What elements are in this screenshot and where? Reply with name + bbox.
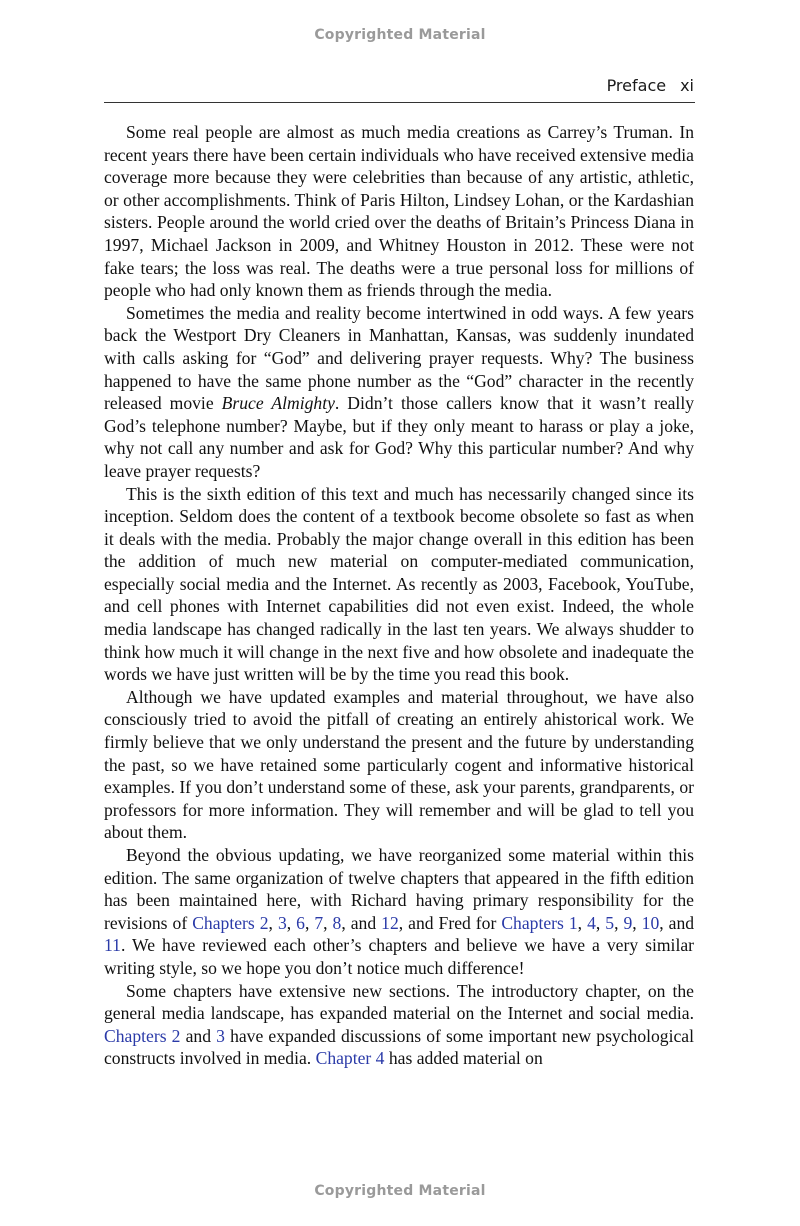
separator: and (180, 1025, 217, 1046)
chapter-link[interactable]: 9 (623, 912, 633, 933)
paragraph: Although we have updated examples and material throughout, we have also consciously tried to avoid the pitfall of creating an entirely ahistorical work. We firmly believe that we only understand the present and the future by understanding the past, so we have retained some particularly cogent and informative historical examples. If you don’t understand some of these, ask your parents, grandparents, or professors for more information. They will remember and will be glad to tell you about them. (104, 686, 694, 843)
separator: , (632, 912, 642, 933)
paragraph-text: has added material on (384, 1048, 543, 1069)
page-number: xi (680, 76, 694, 95)
paragraph: This is the sixth edition of this text and much has necessarily changed since its inception. Seldom does the content of a textbook become obsolete so fast as when it deals with the media. Probably the major change overall in this edition has been the addition of much new material on computer-mediated communication, especially social media and the Internet. As recently as 2003, Facebook, YouTube, and cell phones with Internet capabilities did not even exist. Indeed, the whole media landscape has changed radically in the last ten years. We always shudder to think how much it will change in the next five and how obsolete and inadequate the words we have just written will be by the time you read this book. (104, 483, 694, 685)
chapter-link[interactable]: 7 (314, 912, 324, 933)
paragraph-text: have expanded discussions of some important new psychological constructs involved in media. (104, 1025, 694, 1069)
separator: , (268, 912, 278, 933)
movie-title: Bruce Almighty (221, 393, 335, 414)
chapter-link[interactable]: 3 (216, 1025, 225, 1046)
chapter-link[interactable]: 6 (296, 912, 305, 933)
copyright-watermark-bottom: Copyrighted Material (314, 1183, 486, 1199)
chapter-link[interactable]: 12 (381, 912, 399, 933)
paragraph: Some real people are almost as much media creations as Carrey’s Truman. In recent years there have been certain individuals who have received extensive media coverage more because they were celebrities than because of any artistic, athletic, or other accomplishments. Think of Paris Hilton, Lindsey Lohan, or the Kardashian sisters. People around the world cried over the deaths of Britain’s Princess Diana in 1997, Michael Jackson in 2009, and Whitney Houston in 2012. These were not fake tears; the loss was real. The deaths were a true personal loss for millions of people who had only known them as friends through the media. (104, 122, 694, 301)
paragraph-text: Sometimes the media and reality become intertwined in odd ways. A few years back the Westport Dry Cleaners in Manhattan, Kansas, was suddenly inundated with calls asking for “God” and delivering prayer requests. Why? The business happened to have the same phone number as the “God” character in the recently released movie (104, 302, 694, 414)
separator: , and Fred for (398, 912, 502, 933)
chapter-link[interactable]: Chapters 2 (192, 912, 269, 933)
separator: , (577, 912, 588, 933)
chapter-link[interactable]: Chapter 4 (315, 1048, 385, 1069)
paragraph-text: Some chapters have extensive new sections. The introductory chapter, on the general media landscape, has expanded material on the Internet and social media. (104, 980, 694, 1024)
chapter-link[interactable]: 10 (641, 912, 660, 933)
section-title: Preface (606, 76, 667, 95)
separator: , (595, 912, 606, 933)
chapter-link[interactable]: 8 (332, 912, 342, 933)
chapter-link[interactable]: 11 (104, 935, 121, 956)
separator: , and (341, 912, 382, 933)
paragraph-text: Beyond the obvious updating, we have reorganized some material within this edition. The same organization of twelve chapters that appeared in the fifth edition has been maintained here, with Richard having primary responsibility for the revisions of (104, 845, 694, 933)
separator: , and (659, 912, 695, 933)
chapter-link[interactable]: 4 (587, 912, 596, 933)
page-body (104, 121, 694, 1070)
separator: , (323, 912, 333, 933)
chapter-link[interactable]: 3 (277, 912, 287, 933)
paragraph (104, 980, 694, 1070)
copyright-watermark-top: Copyrighted Material (314, 27, 486, 43)
chapter-link[interactable]: 5 (605, 912, 615, 933)
chapter-link[interactable]: Chapters 1 (501, 912, 578, 933)
separator: , (304, 912, 315, 933)
separator: , (286, 912, 297, 933)
paragraph (104, 302, 694, 483)
running-head (104, 76, 694, 95)
separator: , (614, 912, 624, 933)
chapter-link[interactable]: Chapters 2 (104, 1025, 181, 1046)
paragraph-text: . Didn’t those callers know that it wasn’t really God’s telephone number? Maybe, but if they only meant to harass or play a joke, why not call any number and ask for God? Why this particular number? And why leave prayer requests? (104, 393, 695, 481)
paragraph (104, 844, 694, 980)
header-rule (104, 102, 695, 103)
paragraph-text: . We have reviewed each other’s chapters and believe we have a very similar writing style, so we hope you don’t notice much difference! (104, 935, 694, 978)
